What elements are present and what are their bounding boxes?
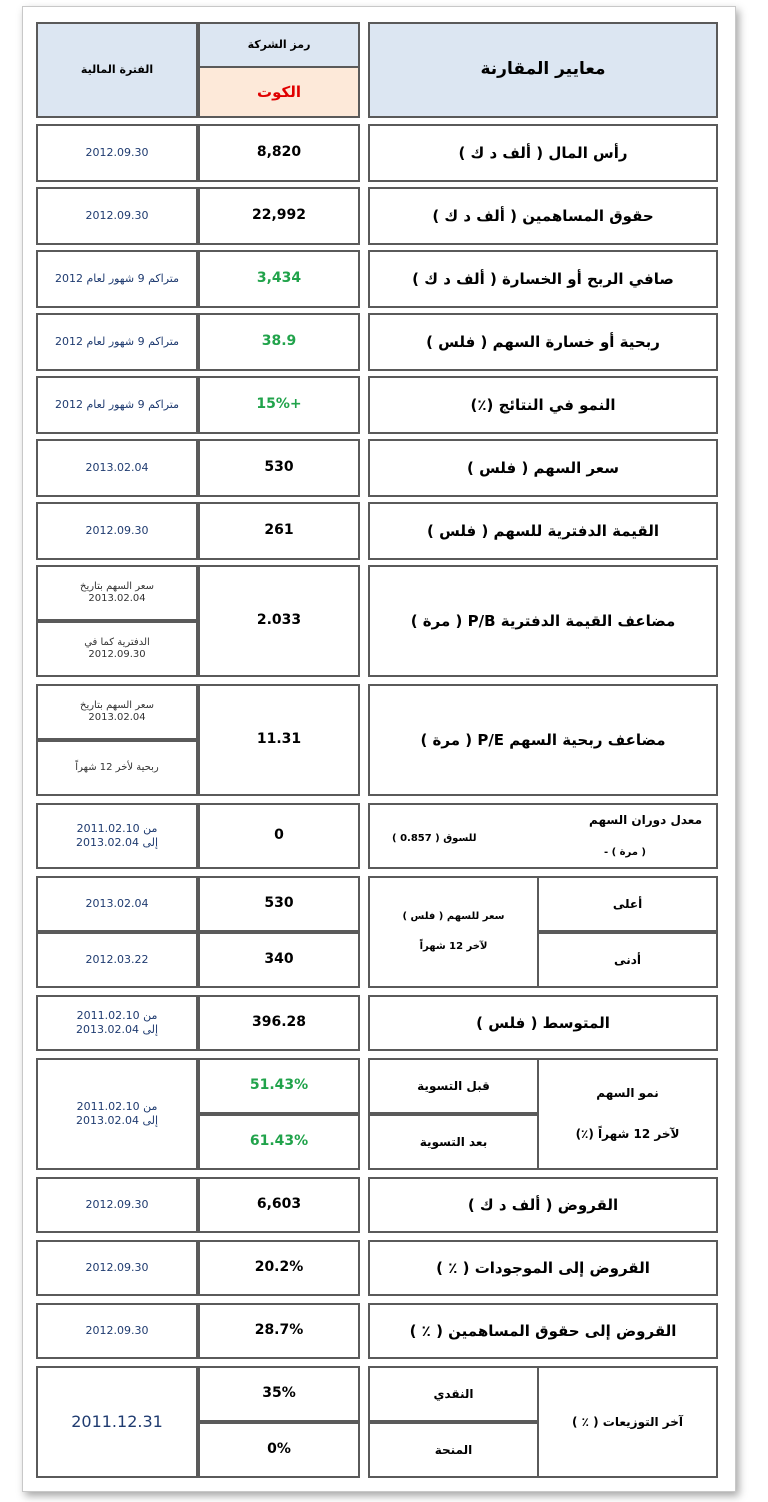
loans-equity-period: 2012.09.30 — [85, 1324, 149, 1338]
capital-value: 8,820 — [256, 144, 302, 161]
book-value-value: 261 — [264, 522, 294, 539]
row-book-value-value — [198, 502, 360, 560]
price-value: 530 — [264, 459, 294, 476]
price-label: سعر السهم ( فلس ) — [467, 458, 619, 477]
bonus-label: المنحة — [434, 1442, 473, 1457]
row-share-growth-before-value — [198, 1058, 360, 1114]
row-turnover-value — [198, 803, 360, 869]
price-period: 2013.02.04 — [85, 461, 149, 475]
net-profit-label: صافي الربح أو الخسارة ( ألف د ك ) — [412, 269, 674, 288]
row-turnover-period — [36, 803, 198, 869]
row-pb-period-bottom — [36, 621, 198, 677]
loans-period: 2012.09.30 — [85, 1198, 149, 1212]
equity-label: حقوق المساهمين ( ألف د ك ) — [432, 206, 654, 225]
header-company-code-label — [198, 22, 360, 68]
row-share-growth-after-value — [198, 1114, 360, 1170]
after-value: 61.43% — [249, 1133, 309, 1150]
row-share-growth-after-label — [368, 1114, 539, 1170]
row-pe-period-bottom — [36, 740, 198, 796]
net-profit-period: متراكم 9 شهور لعام 2012 — [55, 272, 179, 286]
row-loans-period — [36, 1177, 198, 1233]
row-pe-value — [198, 684, 360, 796]
row-capital-value — [198, 124, 360, 182]
row-book-value-label — [368, 502, 718, 560]
bonus-value: 0% — [267, 1441, 291, 1458]
share-growth-label-bottom: لآخر 12 شهراً (٪) — [575, 1127, 680, 1141]
row-loans-assets-label — [368, 1240, 718, 1296]
row-share-growth-period — [36, 1058, 198, 1170]
row-capital-period — [36, 124, 198, 182]
loans-assets-period: 2012.09.30 — [85, 1261, 149, 1275]
average-label: المتوسط ( فلس ) — [476, 1013, 610, 1032]
row-dividends-label — [537, 1366, 718, 1478]
row-pb-label — [368, 565, 718, 677]
row-low-period — [36, 932, 198, 988]
equity-period: 2012.09.30 — [85, 209, 149, 223]
row-equity-label — [368, 187, 718, 245]
share-growth-period-from: من 2011.02.10 — [76, 1100, 158, 1114]
row-dividends-cash-value — [198, 1366, 360, 1422]
row-dividends-bonus-label — [368, 1422, 539, 1478]
net-profit-value: 3,434 — [256, 270, 302, 287]
row-high-label — [537, 876, 718, 932]
row-eps-period — [36, 313, 198, 371]
row-loans-equity-label — [368, 1303, 718, 1359]
eps-period: متراكم 9 شهور لعام 2012 — [55, 335, 179, 349]
pb-label: مضاعف القيمة الدفترية P/B ( مرة ) — [410, 611, 676, 630]
row-equity-period — [36, 187, 198, 245]
row-loans-equity-value — [198, 1303, 360, 1359]
row-price-value — [198, 439, 360, 497]
row-loans-assets-value — [198, 1240, 360, 1296]
row-high-value — [198, 876, 360, 932]
row-pe-label — [368, 684, 718, 796]
turnover-unit-label: ( مرة ) - — [603, 847, 646, 858]
row-growth-label — [368, 376, 718, 434]
book-value-label: القيمة الدفترية للسهم ( فلس ) — [427, 521, 659, 540]
row-net-profit-value — [198, 250, 360, 308]
row-average-value — [198, 995, 360, 1051]
growth-period: متراكم 9 شهور لعام 2012 — [55, 398, 179, 412]
low-label: أدنى — [614, 952, 641, 967]
high-label: أعلى — [612, 896, 643, 911]
company-code-label: رمز الشركة — [247, 38, 311, 52]
row-share-growth-label — [537, 1058, 718, 1170]
row-equity-value — [198, 187, 360, 245]
pe-period-bottom: ربحية لأخر 12 شهراً — [75, 761, 159, 773]
row-net-profit-period — [36, 250, 198, 308]
turnover-main-label: معدل دوران السهم — [589, 813, 702, 827]
cash-value: 35% — [262, 1385, 296, 1402]
eps-label: ربحية أو خسارة السهم ( فلس ) — [426, 332, 660, 351]
row-high-period — [36, 876, 198, 932]
book-value-period: 2012.09.30 — [85, 524, 149, 538]
row-price-period — [36, 439, 198, 497]
average-period-to: إلى 2013.02.04 — [75, 1023, 159, 1036]
pe-value: 11.31 — [256, 731, 302, 748]
growth-label: النمو في النتائج (٪) — [470, 395, 616, 414]
pb-period-top: سعر السهم بتاريخ 2013.02.04 — [79, 580, 154, 604]
pe-period-top: سعر السهم بتاريخ 2013.02.04 — [79, 699, 154, 723]
turnover-market-label: للسوق ( 0.857 ) — [392, 833, 477, 844]
after-label: بعد التسوية — [419, 1134, 488, 1149]
header-criteria — [368, 22, 718, 118]
row-low-value — [198, 932, 360, 988]
pb-period-bottom: الدفترية كما في 2012.09.30 — [84, 636, 150, 660]
company-code-cell — [198, 66, 360, 118]
capital-period: 2012.09.30 — [85, 146, 149, 160]
row-loans-equity-period — [36, 1303, 198, 1359]
row-share-growth-before-label — [368, 1058, 539, 1114]
row-pb-value — [198, 565, 360, 677]
row-low-label — [537, 932, 718, 988]
row-pe-period-top — [36, 684, 198, 740]
dividends-period: 2011.12.31 — [71, 1412, 163, 1431]
loans-value: 6,603 — [256, 1196, 302, 1213]
high-value: 530 — [264, 895, 294, 912]
row-price-label — [368, 439, 718, 497]
company-code: الكوت — [257, 82, 301, 101]
row-net-profit-label — [368, 250, 718, 308]
row-growth-period — [36, 376, 198, 434]
growth-value: 15%+ — [256, 396, 302, 413]
header-period — [36, 22, 198, 118]
loans-equity-label: القروض إلى حقوق المساهمين ( ٪ ) — [409, 1321, 677, 1340]
average-period-from: من 2011.02.10 — [76, 1009, 158, 1023]
turnover-period-from: من 2011.02.10 — [76, 822, 158, 836]
turnover-period-to: إلى 2013.02.04 — [75, 836, 159, 849]
row-turnover-label — [368, 803, 718, 869]
row-high-low-mid — [368, 876, 539, 988]
before-label: قبل التسوية — [417, 1078, 490, 1093]
row-eps-label — [368, 313, 718, 371]
before-value: 51.43% — [249, 1077, 309, 1094]
high-low-mid-top: سعر للسهم ( فلس ) — [402, 910, 505, 922]
row-dividends-period — [36, 1366, 198, 1478]
row-loans-label — [368, 1177, 718, 1233]
row-average-label — [368, 995, 718, 1051]
pe-label: مضاعف ربحية السهم P/E ( مرة ) — [420, 730, 666, 749]
average-value: 396.28 — [251, 1014, 307, 1031]
low-period: 2012.03.22 — [85, 953, 149, 967]
dividends-label: آخر التوزيعات ( ٪ ) — [571, 1414, 684, 1429]
high-period: 2013.02.04 — [85, 897, 149, 911]
row-eps-value — [198, 313, 360, 371]
share-growth-label-top: نمو السهم — [596, 1086, 659, 1100]
eps-value: 38.9 — [261, 333, 297, 350]
row-capital-label — [368, 124, 718, 182]
equity-value: 22,992 — [251, 207, 307, 224]
turnover-value: 0 — [274, 827, 284, 844]
criteria-title: معايير المقارنة — [480, 59, 606, 80]
row-growth-value — [198, 376, 360, 434]
share-growth-period-to: إلى 2013.02.04 — [75, 1114, 159, 1127]
row-dividends-cash-label — [368, 1366, 539, 1422]
loans-label: القروض ( ألف د ك ) — [467, 1195, 619, 1214]
row-loans-assets-period — [36, 1240, 198, 1296]
high-low-mid-bottom: لآخر 12 شهراً — [419, 941, 488, 952]
loans-assets-value: 20.2% — [254, 1259, 304, 1276]
row-pb-period-top — [36, 565, 198, 621]
cash-label: النقدي — [433, 1386, 474, 1401]
period-label: الفترة المالية — [80, 63, 154, 77]
capital-label: رأس المال ( ألف د ك ) — [458, 143, 628, 162]
loans-equity-value: 28.7% — [254, 1322, 304, 1339]
loans-assets-label: القروض إلى الموجودات ( ٪ ) — [436, 1258, 650, 1277]
row-loans-value — [198, 1177, 360, 1233]
row-dividends-bonus-value — [198, 1422, 360, 1478]
row-book-value-period — [36, 502, 198, 560]
pb-value: 2.033 — [256, 612, 302, 629]
row-average-period — [36, 995, 198, 1051]
low-value: 340 — [264, 951, 294, 968]
